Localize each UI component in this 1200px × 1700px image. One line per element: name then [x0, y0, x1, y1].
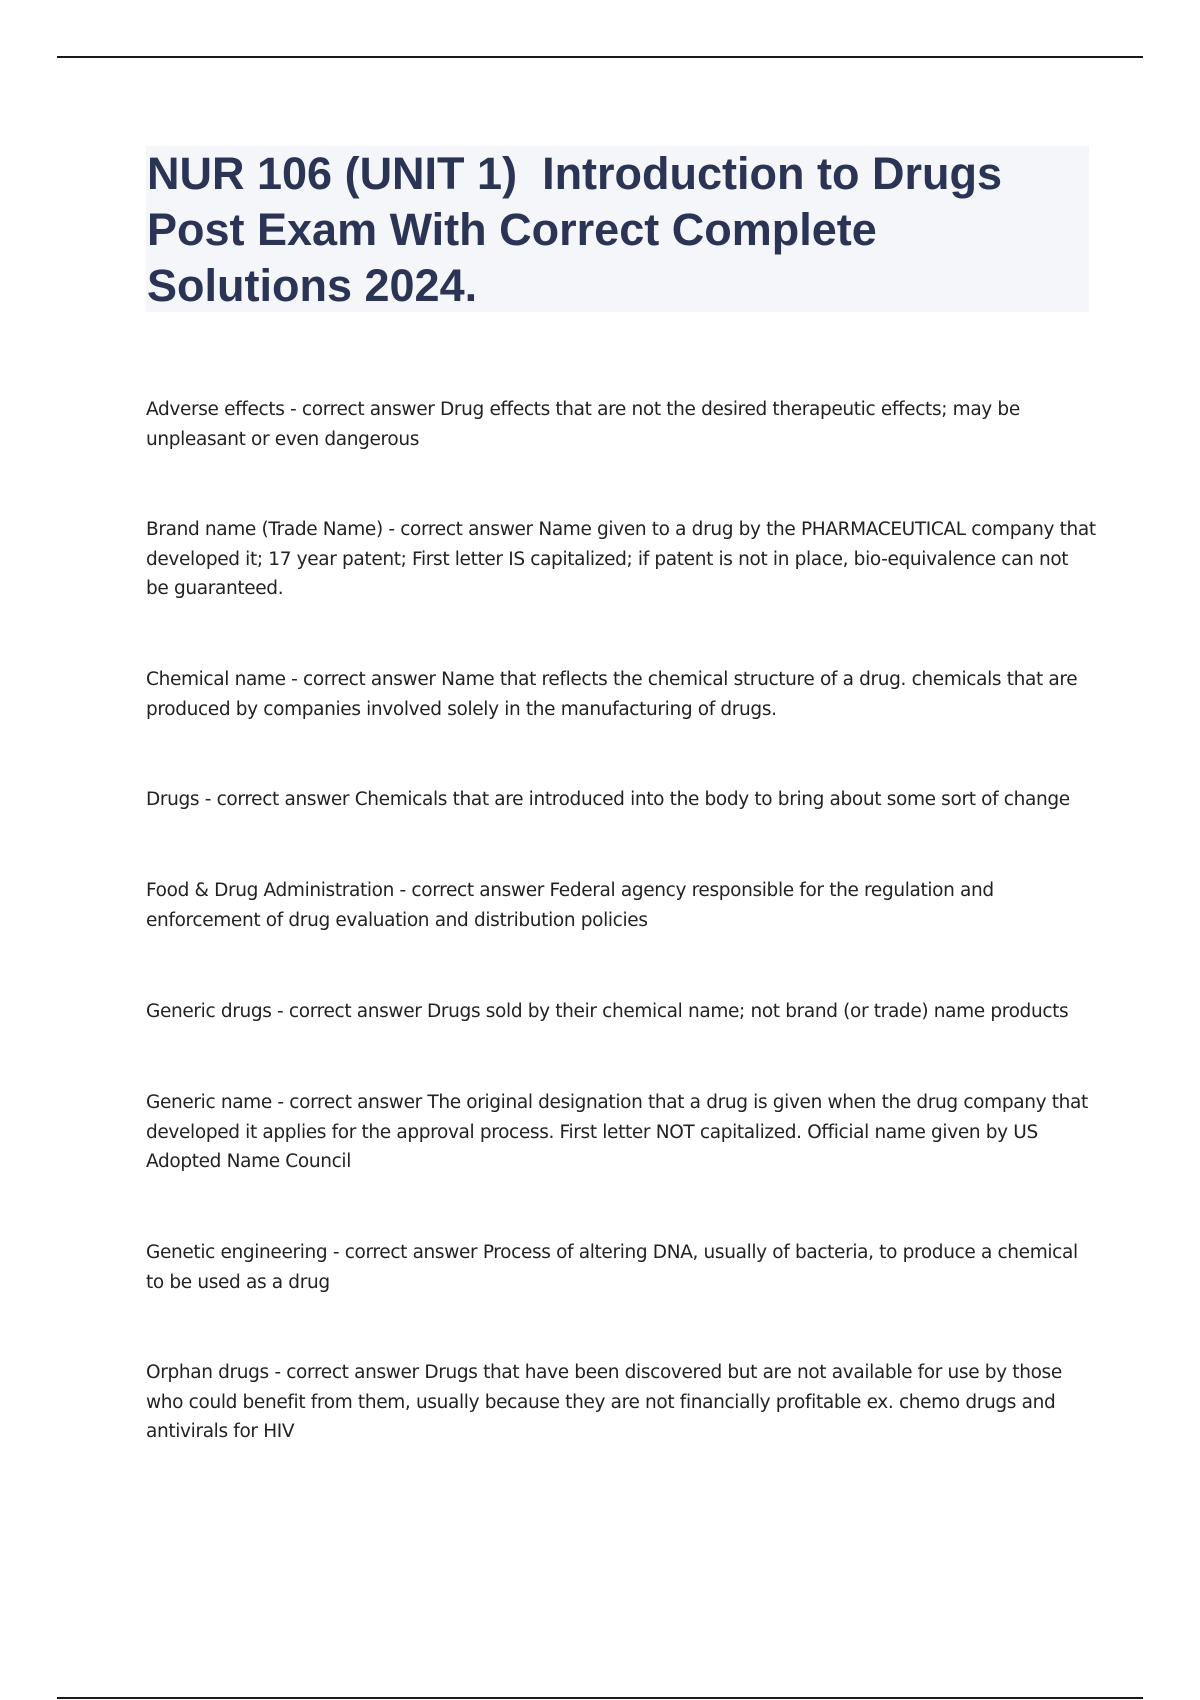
- list-item: [146, 1088, 1096, 1177]
- entry-term: Generic name: [146, 1092, 272, 1113]
- entry-definition: Name that reflects the chemical structure of a drug. chemicals that are produced by companies involved solely in the manufacturing of drugs.: [146, 669, 1078, 720]
- top-rule: [57, 56, 1143, 58]
- entry-definition: Process of altering DNA, usually of bacteria, to produce a chemical to be used as a drug: [146, 1242, 1078, 1293]
- entry-separator: - correct answer: [285, 669, 442, 690]
- entry-separator: - correct answer: [271, 1001, 428, 1022]
- entry-term: Genetic engineering: [146, 1242, 328, 1263]
- entry-term: Chemical name: [146, 669, 286, 690]
- entry-separator: - correct answer: [284, 399, 441, 420]
- bottom-rule: [57, 1697, 1143, 1699]
- entry-term: Adverse effects: [146, 399, 285, 420]
- list-item: [146, 1358, 1096, 1447]
- entry-separator: - correct answer: [271, 1092, 428, 1113]
- entry-definition: Chemicals that are introduced into the body to bring about some sort of change: [354, 789, 1070, 810]
- entry-separator: - correct answer: [394, 880, 550, 901]
- entry-separator: - correct answer: [327, 1242, 483, 1263]
- entry-term: Drugs: [146, 789, 200, 810]
- list-item: [146, 876, 1096, 935]
- entry-term: Orphan drugs: [146, 1362, 269, 1383]
- entry-definition: Federal agency responsible for the regulation and enforcement of drug evaluation and distribution policies: [146, 880, 994, 931]
- entry-separator: - correct answer: [382, 519, 539, 540]
- entry-definition: Drug effects that are not the desired therapeutic effects; may be unpleasant or even dangerous: [146, 399, 1020, 450]
- entry-term: Brand name (Trade Name): [146, 519, 383, 540]
- page-title: NUR 106 (UNIT 1) Introduction to Drugs Post Exam With Correct Complete Solutions 2024.: [147, 148, 1015, 311]
- entry-definition: Drugs sold by their chemical name; not brand (or trade) name products: [427, 1001, 1069, 1022]
- entry-definition: Drugs that have been discovered but are not available for use by those who could benefit from them, usually because they are not financially profitable ex. chemo drugs and antivirals for HIV: [146, 1362, 1062, 1442]
- entry-separator: - correct answer: [268, 1362, 425, 1383]
- title-block: [146, 146, 1089, 312]
- entry-term: Generic drugs: [146, 1001, 272, 1022]
- list-item: [146, 395, 1096, 454]
- entry-separator: - correct answer: [199, 789, 355, 810]
- entry-definition: Name given to a drug by the PHARMACEUTICAL company that developed it; 17 year patent; First letter IS capitalized; if patent is not in place, bio-equivalence can not be guaranteed.: [146, 519, 1096, 599]
- list-item: [146, 785, 1096, 815]
- list-item: [146, 515, 1096, 604]
- list-item: [146, 1238, 1096, 1297]
- entry-term: Food & Drug Administration: [146, 880, 395, 901]
- list-item: [146, 997, 1096, 1027]
- entry-definition: The original designation that a drug is given when the drug company that developed it applies for the approval process. First letter NOT capitalized. Official name given by US Adopted Name Council: [146, 1092, 1088, 1172]
- list-item: [146, 665, 1096, 724]
